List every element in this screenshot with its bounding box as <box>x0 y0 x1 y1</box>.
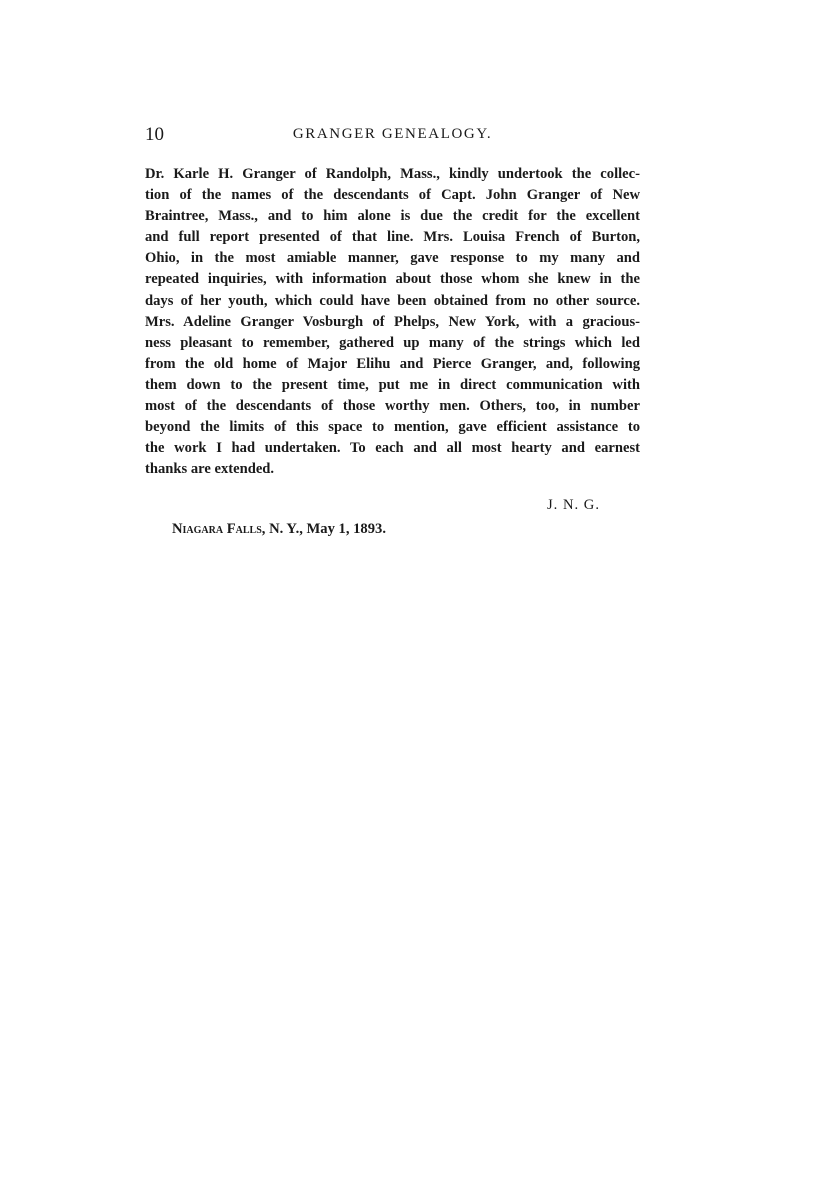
paragraph-line: most of the descendants of those worthy men. Others, too, in number <box>145 398 640 415</box>
paragraph-line: Mrs. Adeline Granger Vosburgh of Phelps, New York, with a gracious- <box>145 313 640 330</box>
paragraph-line: Ohio, in the most amiable manner, gave response to my many and <box>145 250 640 267</box>
acknowledgment-paragraph <box>145 164 640 480</box>
paragraph-line: tion of the names of the descendants of Capt. John Granger of New <box>145 187 640 204</box>
paragraph-line: days of her youth, which could have been obtained from no other source. <box>145 292 640 309</box>
paragraph-line: beyond the limits of this space to mention, gave efficient assistance to <box>145 419 640 436</box>
paragraph-line: repeated inquiries, with information about those whom she knew in the <box>145 271 640 288</box>
running-head: GRANGER GENEALOGY. <box>292 126 493 142</box>
paragraph-line: them down to the present time, put me in direct communication with <box>145 376 640 393</box>
author-initials: J. N. G. <box>547 497 600 513</box>
paragraph-line: thanks are extended. <box>145 461 275 478</box>
paragraph-line: the work I had undertaken. To each and all most hearty and earnest <box>145 440 640 457</box>
dateline-place: Niagara Falls, <box>172 521 266 537</box>
paragraph-line: ness pleasant to remember, gathered up many of the strings which led <box>145 334 640 351</box>
page-header <box>145 124 640 152</box>
paragraph-line: from the old home of Major Elihu and Pierce Granger, and, following <box>145 355 640 372</box>
dateline-date: N. Y., May 1, 1893. <box>265 521 386 537</box>
dateline <box>172 521 386 538</box>
paragraph-line: Dr. Karle H. Granger of Randolph, Mass., kindly undertook the collec- <box>145 166 640 182</box>
page-number: 10 <box>145 124 164 145</box>
paragraph-line: and full report presented of that line. Mrs. Louisa French of Burton, <box>145 229 640 246</box>
paragraph-line: Braintree, Mass., and to him alone is due the credit for the excellent <box>145 208 640 225</box>
